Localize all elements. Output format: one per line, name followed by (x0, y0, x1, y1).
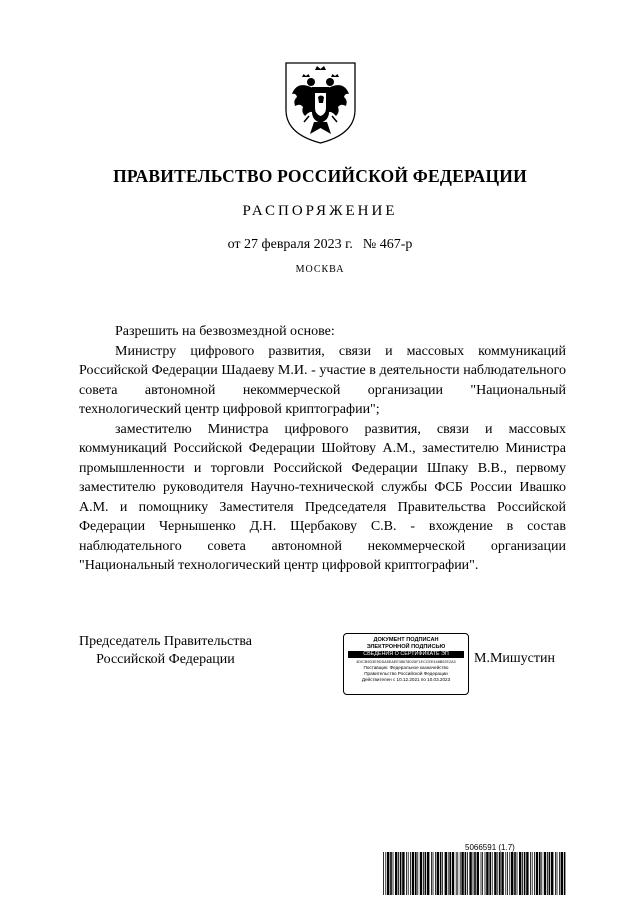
body-paragraph: Министру цифрового развития, связи и массовых коммуникаций Российской Федерации Шадаеву М.И. - участие в деятельности наблюдательного совета автономной некоммерческой организации "Национальный технологический центр цифровой криптографии"; (79, 343, 566, 417)
document-number: № 467-р (362, 237, 413, 252)
stamp-validity: Действителен с 10.12.2021 по 10.03.2023 (361, 677, 451, 682)
stamp-line2: ЭЛЕКТРОННОЙ ПОДПИСЬЮ (366, 643, 446, 650)
stamp-line1: ДОКУМЕНТ ПОДПИСАН (373, 637, 439, 643)
stamp-issuer-line2: Правительство Российской Федерации (364, 671, 448, 676)
document-date: от 27 февраля 2023 г. (227, 237, 353, 252)
government-title: ПРАВИТЕЛЬСТВО РОССИЙСКОЙ ФЕДЕРАЦИИ (113, 166, 527, 186)
city: МОСКВА (295, 264, 345, 275)
signer-position-line2: Российской Федерации (96, 652, 235, 667)
stamp-issuer-line1: Поставщик: Федеральное казначейство (363, 665, 449, 670)
stamp-serial: 4DICB9D3E9DDA5EAEE38678D26F1ECCEE448B02E2A3 (356, 660, 456, 664)
signer-position (79, 633, 252, 669)
electronic-signature-stamp (343, 633, 469, 695)
stamp-certificate-header: СВЕДЕНИЯ О СЕРТИФИКАТЕ ЭП (348, 651, 464, 658)
signer-name: М.Мишустин (474, 651, 555, 666)
document-type: РАСПОРЯЖЕНИЕ (242, 203, 398, 219)
barcode (383, 852, 566, 895)
coat-of-arms-emblem (283, 60, 358, 146)
date-number-line (0, 237, 640, 253)
body-paragraph: Разрешить на безвозмездной основе: (115, 324, 335, 339)
document-code: 5066591 (1.7) (465, 843, 515, 852)
document-body (79, 322, 566, 576)
signer-position-line1: Председатель Правительства (79, 634, 252, 649)
body-paragraph: заместителю Министра цифрового развития, связи и массовых коммуникаций Российской Федерации Шойтову А.М., заместителю Министра промышленности и торговли Российской Федерации Шпаку В.В., первому заместителю руководителя Научно-технической службы ФСБ России Ивашко А.М. и помощнику Заместителя Председателя Правительства Российской Федерации Чернышенко Д.Н. Щербакову С.В. - вхождение в состав наблюдательного совета автономной некоммерческой организации "Национальный технологический центр цифровой криптографии". (79, 421, 566, 573)
